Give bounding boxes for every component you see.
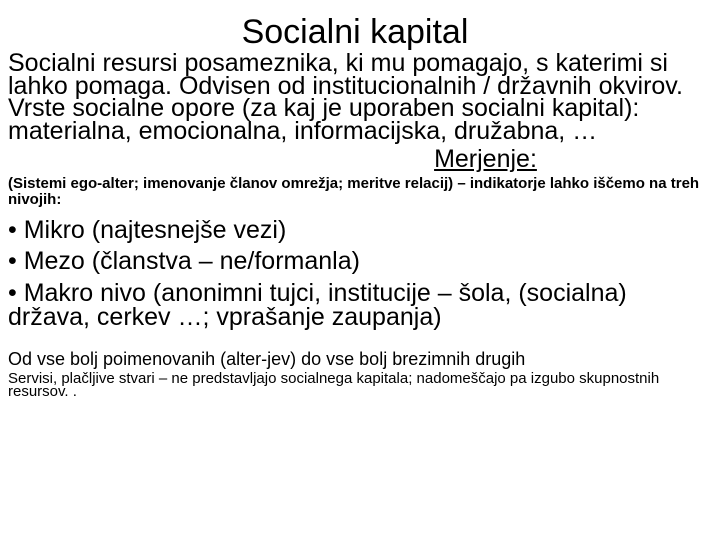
list-item-mezo: • Mezo (članstva – ne/formanla) xyxy=(8,247,360,275)
measurement-note: (Sistemi ego-alter; imenovanje članov omrežja; meritve relacij) – indikatorje lahko iščemo na treh nivojih: xyxy=(8,175,700,208)
levels-list xyxy=(8,215,713,329)
measurement-heading: Merjenje: xyxy=(434,145,537,173)
measurement-heading-row xyxy=(8,146,713,172)
paragraph-social-resources: Socialni resursi posameznika, ki mu pomagajo, s katerimi si lahko pomaga. Odvisen od institucionalnih / državnih okvirov. xyxy=(8,49,683,100)
list-item-micro: • Mikro (najtesnejše vezi) xyxy=(8,216,287,244)
slide-title: Socialni kapital xyxy=(241,13,469,51)
list-item-makro: • Makro nivo (anonimni tujci, institucije – šola, (socialna) država, cerkev …; vprašanje zaupanja) xyxy=(8,279,627,331)
summary-text: Od vse bolj poimenovanih (alter-jev) do vse bolj brezimnih drugih xyxy=(8,349,526,369)
footnote-text: Servisi, plačljive stvari – ne predstavljajo socialnega kapitala; nadomeščajo pa izgubo skupnostnih resursov. . xyxy=(8,370,660,400)
slide-body xyxy=(8,49,713,400)
paragraph-support-types: Vrste socialne opore (za kaj je uporaben socialni kapital): materialna, emocionalna, informacijska, družabna, … xyxy=(8,94,640,145)
